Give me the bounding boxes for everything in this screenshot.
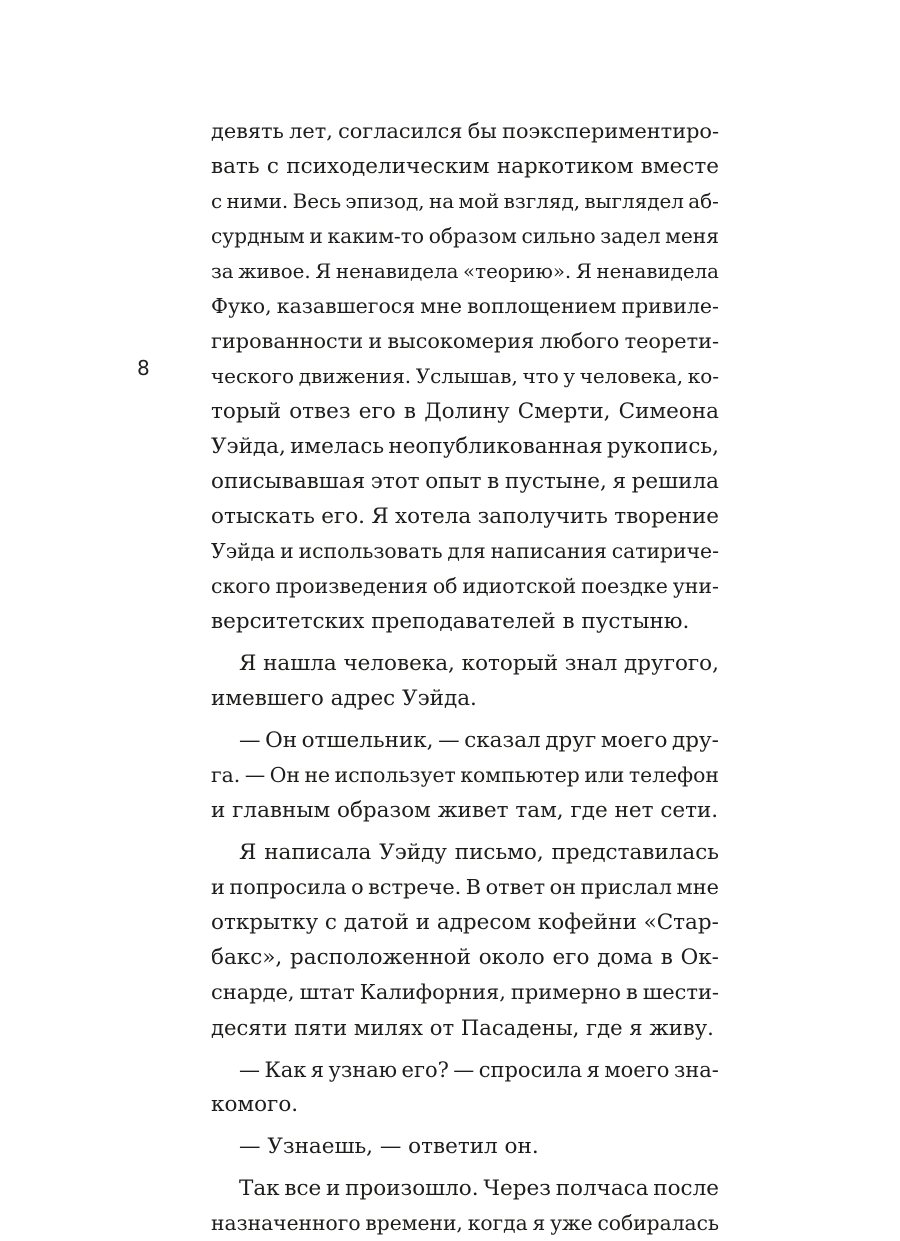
text-line: с ними. Весь эпизод, на мой взгляд, выглядел аб- <box>211 189 719 213</box>
paragraph <box>211 1052 719 1122</box>
text-line: девять лет, согласился бы поэкспериментиро- <box>211 119 719 143</box>
paragraph <box>211 723 719 828</box>
text-line: — Он отшельник, — сказал друг моего дру- <box>239 728 719 753</box>
paragraph-gap <box>211 828 719 835</box>
text-line: открытку с датой и адресом кофейни «Стар- <box>211 910 719 935</box>
text-line: описывавшая этот опыт в пустыне, я решила <box>211 469 719 494</box>
page-number: 8 <box>137 356 150 380</box>
paragraph <box>211 114 719 639</box>
paragraph-gap <box>211 1045 719 1052</box>
text-line: снарде, штат Калифорния, примерно в шести- <box>211 980 719 1004</box>
text-line: верситетских преподавателей в пустыню. <box>211 609 690 634</box>
text-line: — Как я узнаю его? — спросила я моего зна- <box>239 1057 719 1082</box>
text-line: и главным образом живет там, где нет сети. <box>211 798 719 823</box>
paragraph-gap <box>211 1164 719 1171</box>
text-line: Уэйда, имелась неопубликованная рукопись, <box>211 434 719 459</box>
text-line: гированности и высокомерия любого теорети- <box>211 329 719 353</box>
text-line: Уэйда и использовать для написания сатириче- <box>211 539 719 563</box>
text-line: Так все и произошло. Через полчаса после <box>239 1176 719 1201</box>
body-text <box>211 114 719 1241</box>
text-line: га. — Он не использует компьютер или телефон <box>211 763 719 787</box>
text-line: сурдным и каким-то образом сильно задел меня <box>211 224 719 248</box>
paragraph <box>211 646 719 716</box>
text-line: комого. <box>211 1092 299 1117</box>
text-line: вать с психоделическим наркотиком вместе <box>211 154 719 179</box>
text-line: ческого движения. Услышав, что у человека, ко- <box>211 364 719 388</box>
text-line: десяти пяти милях от Пасадены, где я живу. <box>211 1015 714 1040</box>
paragraph-gap <box>211 716 719 723</box>
text-line: Я нашла человека, который знал другого, <box>239 651 719 676</box>
paragraph-gap <box>211 1122 719 1129</box>
paragraph-gap <box>211 639 719 646</box>
paragraph <box>211 1171 719 1241</box>
text-line: Фуко, казавшегося мне воплощением привиле- <box>211 294 719 318</box>
text-line: ского произведения об идиотской поездке уни- <box>211 574 719 598</box>
text-line: и попросила о встрече. В ответ он прислал мне <box>211 875 719 899</box>
text-line: назначенного времени, когда я уже собиралась <box>211 1211 719 1235</box>
text-line: отыскать его. Я хотела заполучить творение <box>211 504 719 529</box>
text-line: имевшего адрес Уэйда. <box>211 686 477 711</box>
paragraph <box>211 835 719 1045</box>
text-line: — Узнаешь, — ответил он. <box>239 1134 539 1159</box>
text-line: торый отвез его в Долину Смерти, Симеона <box>211 399 719 424</box>
text-line: Я написала Уэйду письмо, представилась <box>239 840 719 865</box>
text-line: бакс», расположенной около его дома в Ок- <box>211 945 719 970</box>
text-line: за живое. Я ненавидела «теорию». Я ненавидела <box>211 260 719 283</box>
paragraph <box>211 1129 719 1164</box>
